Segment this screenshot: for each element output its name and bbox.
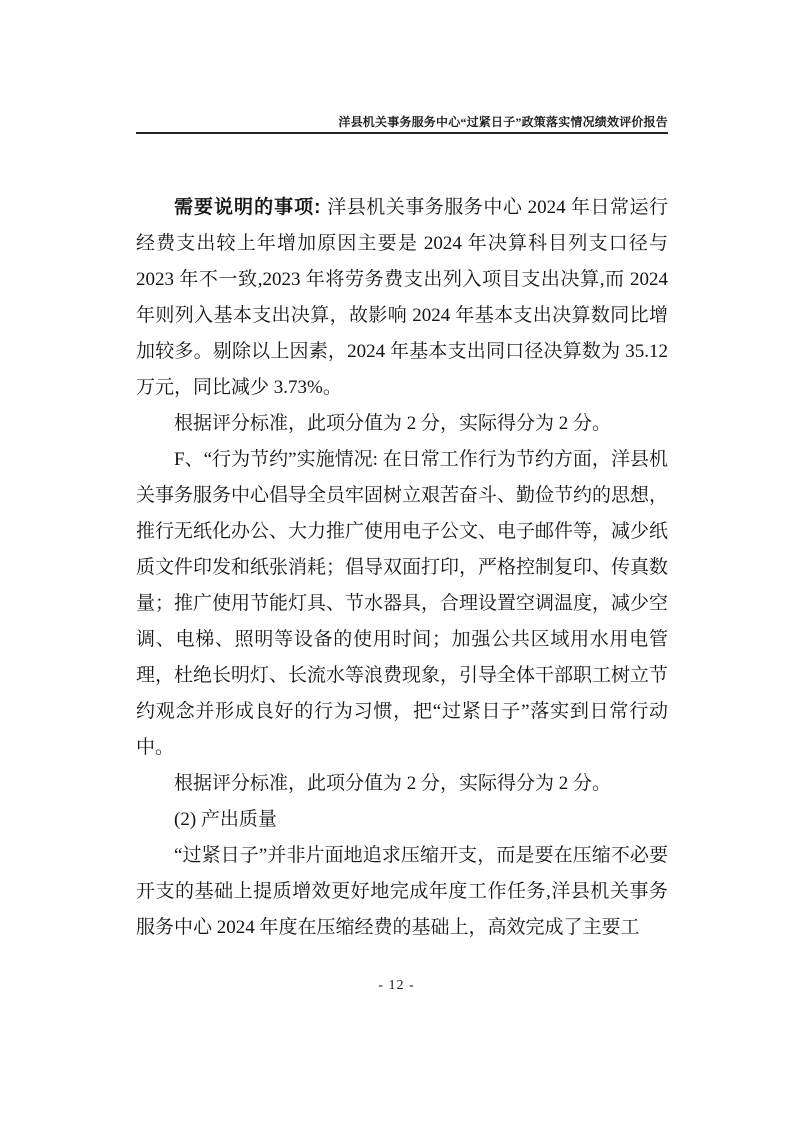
page-number: - 12 - — [378, 978, 415, 993]
paragraph-output-quality-heading: (2) 产出质量 — [174, 809, 277, 830]
paragraph-score-result-2: 根据评分标准，此项分值为 2 分，实际得分为 2 分。 — [174, 773, 612, 794]
paragraph-behavior-saving: F、“行为节约”实施情况: 在日常工作行为节约方面，洋县机关事务服务中心倡导全员牢固树立艰苦奋斗、勤俭节约的思想，推行无纸化办公、大力推广使用电子公文、电子邮件等，减少纸质文件印发和纸张消耗；倡导双面打印，严格控制复印、传真数量；推广使用节能灯具、节水器具，合理设置空调温度，减少空调、电梯、照明等设备的使用时间；加强公共区域用水用电管理，杜绝长明灯、长流水等浪费现象，引导全体干部职工树立节约观念并形成良好的行为习惯，把“过紧日子”落实到日常行动中。 — [136, 449, 669, 758]
paragraph-notes — [136, 190, 668, 406]
paragraph-output-quality: “过紧日子”并非片面地追求压缩开支，而是要在压缩不必要开支的基础上提质增效更好地完成年度工作任务,洋县机关事务服务中心 2024 年度在压缩经费的基础上，高效完成了主要工 — [136, 845, 668, 938]
header-title: 洋县机关事务服务中心“过紧日子”政策落实情况绩效评价报告 — [338, 115, 668, 129]
paragraph-notes-text: 洋县机关事务服务中心 2024 年日常运行经费支出较上年增加原因主要是 2024 年决算科目列支口径与 2023 年不一致,2023 年将劳务费支出列入项目支出决算,而 2024 年则列入基本支出决算，故影响 2024 年基本支出决算数同比增加较多。剔除以上因素，2024 年基本支出同口径决算数为 35.12 万元，同比减少 3.73%。 — [136, 197, 668, 398]
document-body — [136, 190, 668, 946]
page-footer — [0, 976, 793, 996]
paragraph-score-result-1: 根据评分标准，此项分值为 2 分，实际得分为 2 分。 — [174, 413, 612, 434]
paragraph-notes-lead: 需要说明的事项: — [174, 197, 328, 218]
page-header — [136, 0, 668, 134]
